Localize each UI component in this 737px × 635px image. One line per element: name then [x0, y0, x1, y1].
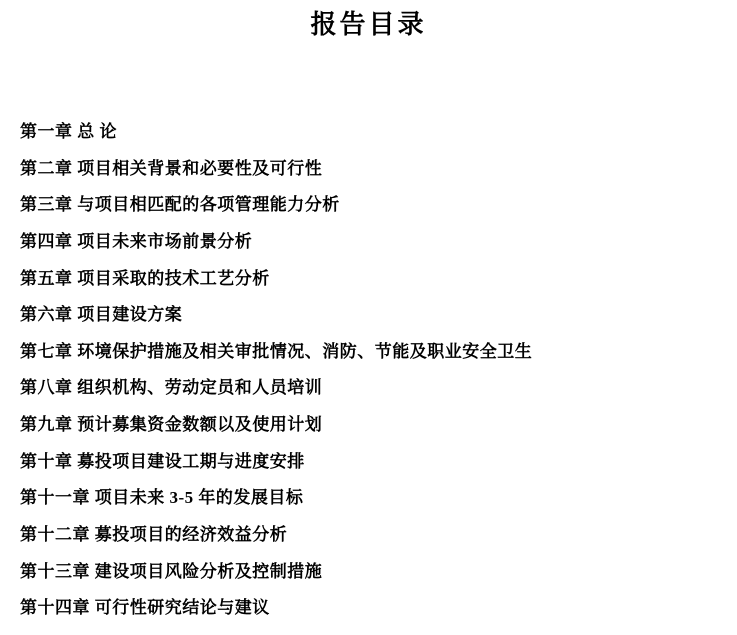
toc-item-chapter-8: 第八章 组织机构、劳动定员和人员培训	[20, 378, 323, 398]
toc-item-chapter-1: 第一章 总 论	[20, 122, 117, 141]
toc-item-chapter-13: 第十三章 建设项目风险分析及控制措施	[20, 561, 323, 581]
page-title: 报告目录	[310, 10, 427, 39]
toc-item-chapter-9: 第九章 预计募集资金数额以及使用计划	[20, 415, 323, 435]
toc-item-chapter-14: 第十四章 可行性研究结论与建议	[20, 598, 270, 618]
toc-item-chapter-10: 第十章 募投项目建设工期与进度安排	[20, 451, 305, 471]
toc-item-chapter-11: 第十一章 项目未来 3-5 年的发展目标	[20, 488, 304, 508]
toc-item-chapter-4: 第四章 项目未来市场前景分析	[20, 231, 253, 251]
toc-item-chapter-3: 第三章 与项目相匹配的各项管理能力分析	[20, 195, 340, 215]
table-of-contents	[20, 114, 721, 627]
toc-item-chapter-6: 第六章 项目建设方案	[20, 305, 183, 325]
toc-item-chapter-5: 第五章 项目采取的技术工艺分析	[20, 268, 270, 288]
toc-item-chapter-7: 第七章 环境保护措施及相关审批情况、消防、节能及职业安全卫生	[20, 341, 533, 361]
toc-item-chapter-12: 第十二章 募投项目的经济效益分析	[20, 525, 288, 545]
toc-item-chapter-2: 第二章 项目相关背景和必要性及可行性	[20, 158, 323, 178]
